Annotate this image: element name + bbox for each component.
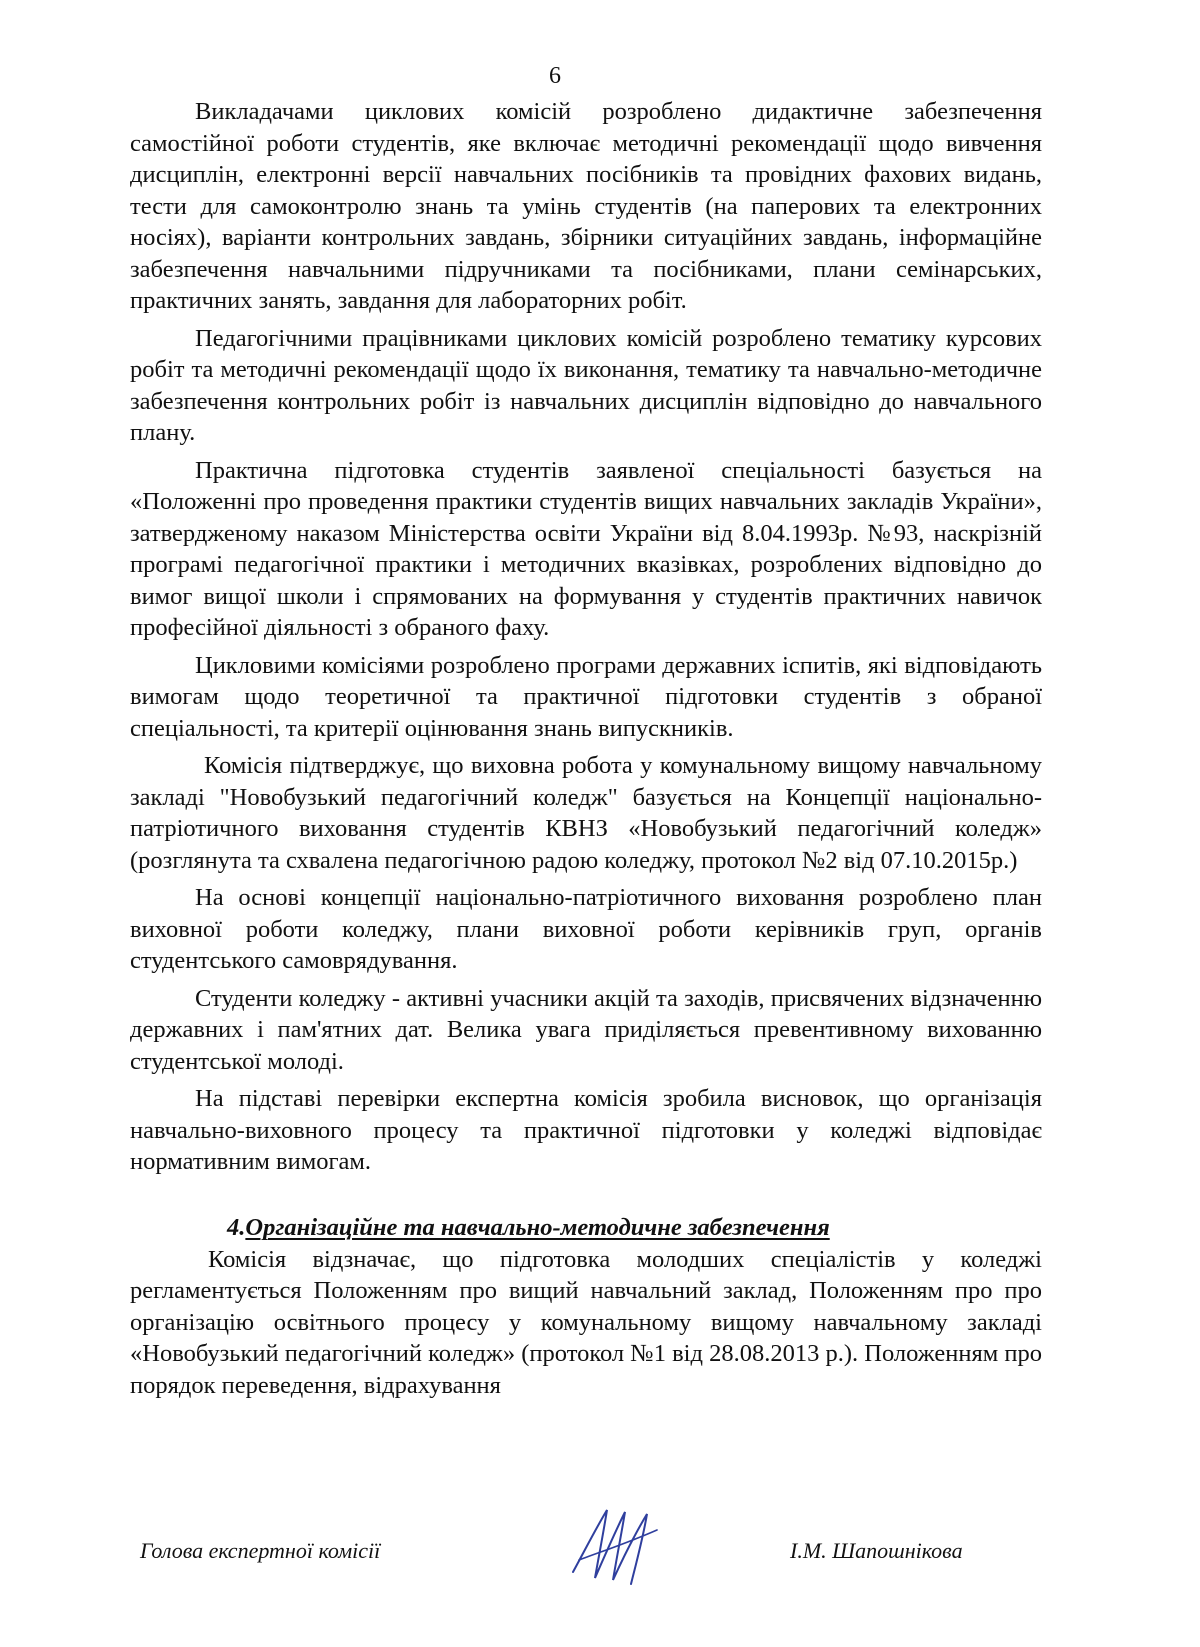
- section-title: Організаційне та навчально-методичне забезпечення: [245, 1213, 830, 1241]
- signature-footer: [140, 1530, 1040, 1600]
- paragraph-state-exams: Цикловими комісіями розроблено програми державних іспитів, які відповідають вимогам щодо теоретичної та практичної підготовки студентів з обраної спеціальності, та критерії оцінювання знань випускників.: [130, 651, 1042, 742]
- handwritten-signature: [565, 1500, 665, 1590]
- paragraph-educational-work: Комісія підтверджує, що виховна робота у комунальному вищому навчальному закладі "Новобузький педагогічний коледж" базується на Концепції національно-патріотичного виховання студентів КВНЗ «Новобузький педагогічний коледж» (розглянута та схвалена педагогічною радою коледжу, протокол №2 від 07.10.2015р.): [130, 752, 1042, 874]
- paragraph-didactic-support: Викладачами циклових комісій розроблено дидактичне забезпечення самостійної роботи студентів, яке включає методичні рекомендації щодо вивчення дисциплін, електронні версії навчальних посібників та провідних фахових видань, тести для самоконтролю знань та умінь студентів (на паперових та електронних носіях), варіанти контрольних завдань, збірники ситуаційних завдань, інформаційне забезпечення навчальними підручниками та посібниками, плани семінарських, практичних занять, завдання для лабораторних робіт.: [130, 98, 1042, 314]
- signatory-role: Голова експертної комісії: [140, 1538, 381, 1563]
- page-number: 6: [549, 63, 561, 89]
- section-heading: [130, 1212, 1042, 1244]
- document-body: [130, 96, 1042, 1407]
- paragraph-practical-training: Практична підготовка студентів заявленої спеціальності базується на «Положенні про проведення практики студентів вищих навчальних закладів України», затвердженому наказом Міністерства освіти України від 8.04.1993р. №93, наскрізній програмі педагогічної практики і методичних вказівках, розроблених відповідно до вимог вищої школи і спрямованих на формування у студентів практичних навичок професійної діяльності з обраного фаху.: [130, 456, 1042, 641]
- paragraph-conclusion: На підставі перевірки експертна комісія зробила висновок, що організація навчально-виховного процесу та практичної підготовки у коледжі відповідає нормативним вимогам.: [130, 1085, 1042, 1175]
- paragraph-course-works: Педагогічними працівниками циклових комісій розроблено тематику курсових робіт та методичні рекомендації щодо їх виконання, тематику та навчально-методичне забезпечення контрольних робіт із навчальних дисциплін відповідно до навчального плану.: [130, 324, 1042, 446]
- paragraph-regulations: Комісія відзначає, що підготовка молодших спеціалістів у коледжі регламентується Положенням про вищий навчальний заклад, Положенням про про організацію освітнього процесу у комунальному вищому навчальному закладі «Новобузький педагогічний коледж» (протокол №1 від 28.08.2013 р.). Положенням про порядок переведення, відрахування: [130, 1245, 1042, 1399]
- signatory-name: І.М. Шапошнікова: [790, 1538, 963, 1563]
- paragraph-students-activities: Студенти коледжу - активні учасники акцій та заходів, присвячених відзначенню державних і пам'ятних дат. Велика увага приділяється превентивному вихованню студентської молоді.: [130, 984, 1042, 1075]
- paragraph-concept-plan: На основі концепції національно-патріотичного виховання розроблено план виховної роботи коледжу, плани виховної роботи керівників груп, органів студентського самоврядування.: [130, 884, 1042, 974]
- section-number: 4.: [227, 1213, 246, 1241]
